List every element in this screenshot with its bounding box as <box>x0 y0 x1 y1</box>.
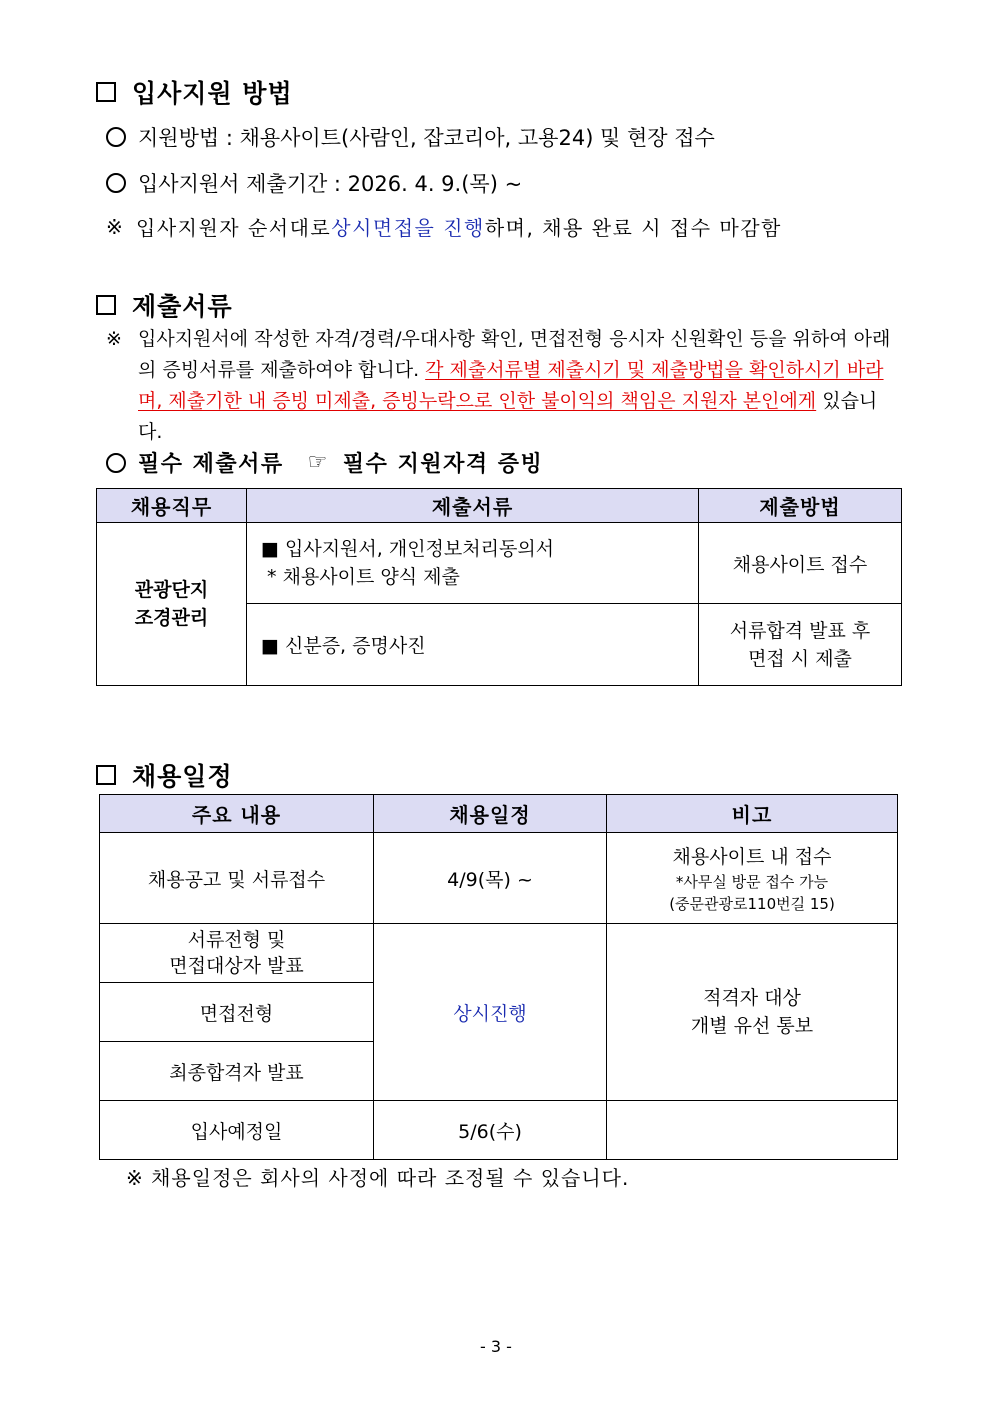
page-number: - 3 - <box>480 1337 512 1356</box>
application-method-text: 지원방법 : 채용사이트(사람인, 잡코리아, 고용24) 및 현장 접수 <box>138 126 715 150</box>
checkbox-square-icon <box>96 765 116 785</box>
method-line-2: 면접 시 제출 <box>748 647 852 670</box>
documents-table <box>96 488 902 686</box>
checkbox-square-icon <box>96 295 116 315</box>
schedule-item-cell: 면접전형 <box>100 983 374 1042</box>
item-line-1: 서류전형 및 <box>187 929 286 951</box>
documents-instructions-paragraph <box>138 324 898 448</box>
table-row <box>100 833 898 924</box>
note-text-pre: 입사지원자 순서대로 <box>136 216 332 240</box>
note-line-1: 채용사이트 내 접수 <box>672 845 832 868</box>
schedule-date-cell: 4/9(목) ~ <box>374 833 607 924</box>
subheading-left-text: 필수 제출서류 <box>138 452 284 477</box>
header-method: 제출방법 <box>699 489 902 523</box>
pointing-hand-icon: ☞ <box>307 450 329 475</box>
reference-mark: ※ <box>106 214 125 239</box>
table-header-row <box>100 795 898 833</box>
header-schedule: 채용일정 <box>374 795 607 833</box>
instructions-text-1: 입사지원서에 작성한 자격/경력/우대사항 확인, 면접전형 응시자 신원확인 등을 위하여 아래의 증빙서류를 제출하여야 합니다. <box>138 328 891 381</box>
section-title-text: 제출서류 <box>132 292 233 321</box>
job-line-2: 조경관리 <box>134 607 209 629</box>
table-header-row <box>97 489 902 523</box>
job-line-1: 관광단지 <box>134 579 209 601</box>
schedule-item-cell: 입사예정일 <box>100 1101 374 1160</box>
application-period-text: 입사지원서 제출기간 : 2026. 4. 9.(목) ~ <box>138 172 523 196</box>
note-line-2: 개별 유선 통보 <box>690 1015 814 1037</box>
schedule-footnote: ※ 채용일정은 회사의 사정에 따라 조정될 수 있습니다. <box>126 1166 630 1190</box>
note-text-highlight: 상시면접을 진행 <box>331 216 485 240</box>
reference-mark: ※ <box>106 328 122 350</box>
circle-bullet-icon <box>106 173 126 193</box>
document-cell <box>247 523 699 604</box>
method-cell <box>699 604 902 686</box>
schedule-note-cell <box>607 833 898 924</box>
table-row <box>100 924 898 983</box>
item-line-2: 면접대상자 발표 <box>169 955 304 977</box>
subheading-right-text: 필수 지원자격 증빙 <box>342 452 544 477</box>
method-line-1: 서류합격 발표 후 <box>729 619 871 642</box>
schedule-table <box>99 794 898 1160</box>
document-cell: ■ 신분증, 증명사진 <box>247 604 699 686</box>
schedule-date-merged-cell: 상시진행 <box>374 924 607 1101</box>
circle-bullet-icon <box>106 453 126 473</box>
section-title-schedule <box>96 757 233 793</box>
header-note: 비고 <box>607 795 898 833</box>
table-row <box>97 523 902 604</box>
instructions-text-2: 있습니다. <box>138 390 878 443</box>
section-title-text: 채용일정 <box>132 762 233 791</box>
note-line-3: (중문관광로110번길 15) <box>669 894 835 913</box>
method-cell: 채용사이트 접수 <box>699 523 902 604</box>
job-cell <box>97 523 247 686</box>
application-note-line <box>106 212 782 241</box>
document-line-1: ■ 입사지원서, 개인정보처리동의서 <box>261 538 555 560</box>
schedule-item-cell <box>100 924 374 983</box>
note-text-post: 하며, 채용 완료 시 접수 마감함 <box>484 216 782 240</box>
schedule-note-cell <box>607 1101 898 1160</box>
header-documents: 제출서류 <box>247 489 699 523</box>
schedule-item-cell: 최종합격자 발표 <box>100 1042 374 1101</box>
schedule-item-cell: 채용공고 및 서류접수 <box>100 833 374 924</box>
section-title-application-method <box>96 74 293 110</box>
document-line-2: * 채용사이트 양식 제출 <box>261 566 460 588</box>
circle-bullet-icon <box>106 127 126 147</box>
note-line-2: *사무실 방문 접수 가능 <box>675 872 829 891</box>
application-period-line <box>106 168 522 198</box>
table-row <box>100 1101 898 1160</box>
schedule-date-cell: 5/6(수) <box>374 1101 607 1160</box>
section-title-documents <box>96 287 233 323</box>
schedule-note-merged-cell <box>607 924 898 1101</box>
checkbox-square-icon <box>96 82 116 102</box>
application-method-line <box>106 122 715 152</box>
note-line-1: 적격자 대상 <box>703 987 801 1009</box>
header-job: 채용직무 <box>97 489 247 523</box>
header-content: 주요 내용 <box>100 795 374 833</box>
required-documents-subheading <box>106 447 543 478</box>
section-title-text: 입사지원 방법 <box>132 79 293 108</box>
instructions-warning-text: 각 제출서류별 제출시기 및 제출방법을 확인하시기 바라며, 제출기한 내 증빙 미제출, 증빙누락으로 인한 불이익의 책임은 지원자 본인에게 <box>138 359 884 412</box>
